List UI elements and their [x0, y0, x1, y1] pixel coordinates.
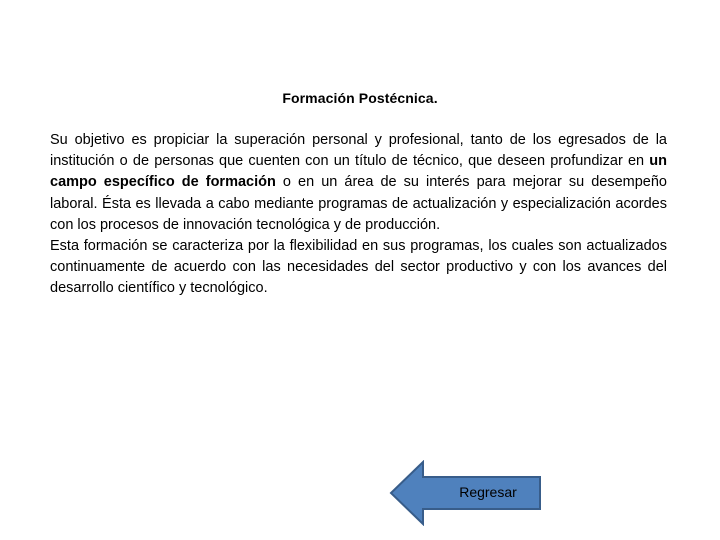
paragraph-objective-part1: Su objetivo es propiciar la superación personal y profesional, tanto de los egresados de la institución o de personas que cuenten con un título de técnico, que deseen profundizar en — [50, 132, 667, 170]
back-button[interactable] — [389, 460, 543, 526]
page-title: Formación Postécnica. — [282, 90, 438, 106]
paragraph-objective — [50, 130, 667, 236]
back-button-label: Regresar — [459, 484, 517, 500]
description-text — [50, 130, 667, 300]
paragraph-objective-emphasis: un campo específico de formación — [50, 153, 667, 191]
paragraph-objective-part2: o en un área de su interés para mejorar su desempeño laboral. Ésta es llevada a cabo mediante programas de actualización y especialización acordes con los procesos de innovación tecnológica y de producción. — [50, 174, 667, 233]
paragraph-characteristics: Esta formación se caracteriza por la flexibilidad en sus programas, los cuales son actualizados continuamente de acuerdo con las necesidades del sector productivo y con los avances del desarrollo científico y tecnológico. — [50, 238, 667, 297]
